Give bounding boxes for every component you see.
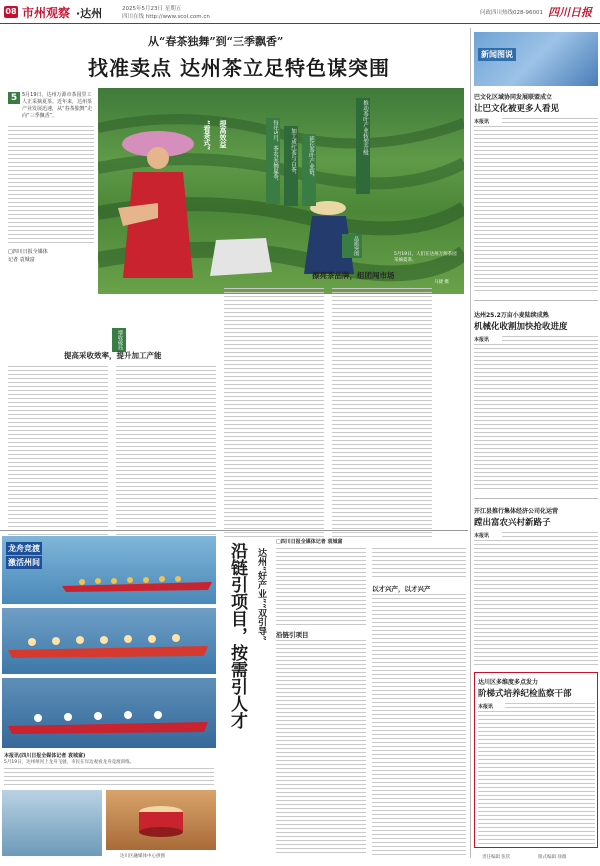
rail-story2-body (502, 336, 598, 342)
section1-title: 提高采收效率，提升加工产能 (64, 351, 162, 360)
right-rail (474, 28, 598, 864)
dragon-boat-rowers-icon (8, 626, 208, 666)
page-number: 08 (5, 7, 17, 16)
dragon-boat-icon (62, 574, 212, 598)
rail-story4-body-2 (478, 711, 595, 845)
rail-story1-title: 让巴文化被更多人看见 (474, 104, 560, 114)
photo-tag-1: “看茶式” (203, 120, 211, 151)
dragon-boat-drum-photo (106, 790, 216, 850)
website-link[interactable]: 四川在线 http://www.scol.com.cn (122, 14, 210, 20)
second-byline: □四川日报全媒体记者 袁城富 (276, 539, 343, 545)
photo-vertical-text-4: 推动茶叶产业转型升级 (356, 98, 370, 194)
dragon-boat-feature (0, 534, 218, 864)
issue-date: 2025年5月23日 星期五 (122, 6, 182, 12)
second-body-col-1 (276, 548, 366, 626)
rail-story1-byline: 本报讯 (474, 119, 490, 125)
second-body-col-2 (372, 548, 466, 580)
dragon-boat-photo-bottom (2, 678, 216, 748)
section-divider (0, 530, 468, 531)
body-column-2 (116, 366, 216, 538)
main-headline: 找准卖点 达州茶立足特色谋突围 (88, 56, 390, 80)
rail-story2-byline: 本报讯 (474, 337, 490, 343)
dragon-boat-photo-top (2, 536, 216, 604)
rail-story3-byline: 本报讯 (474, 533, 490, 539)
dragon-boat-race-icon (8, 700, 208, 740)
masthead (0, 0, 600, 24)
lead-paragraph: 5月19日，达州万源市茶园里工人正采摘夏茶。近年来，达州茶产业发展迅速，从“春茶独舞”走向“三季飘香”。 (22, 92, 93, 119)
lead-byline-name: 记者 袁城富 (8, 257, 35, 263)
section1-tag: 增收破局 (112, 328, 126, 352)
lead-byline-org: □四川日报全媒体 (8, 249, 48, 255)
newspaper-logo: 四川日报 (548, 6, 592, 19)
second-body-col-1b (276, 640, 366, 856)
second-subhead: 达州“好产业”“双引导” (256, 548, 266, 641)
dragon-boat-photo-credit: 达川区融媒体中心供图 (120, 854, 165, 859)
rail-story1-banner: 巴文化区域协同发展联盟成立 (474, 94, 553, 101)
lead-dropcap: 5 (8, 92, 20, 104)
rail-story4-body (505, 703, 595, 709)
dragon-boat-caption-byline: 本报讯(四川日报全媒体记者 袁城富) (4, 753, 86, 759)
rail-story3-body-2 (474, 540, 598, 666)
body-column-4 (332, 288, 432, 538)
photo-vertical-text-1: 每年5月，茶农采摘夏茶， (266, 118, 280, 204)
photo-tag-2: 提高效益 (219, 120, 227, 148)
body-column-1 (8, 366, 108, 538)
footer-layout-editor: 版式编辑 徐薇 (538, 855, 567, 860)
dragon-boat-photo-small (2, 790, 102, 856)
column-divider (470, 28, 471, 858)
rail-divider-1 (474, 300, 598, 301)
dragon-boat-caption-body (4, 768, 214, 786)
rail-story4-box (474, 672, 598, 848)
photo-vertical-text-3: 延长茶叶产业链， (302, 134, 316, 206)
rail-divider-2 (474, 498, 598, 499)
hotline: 问政四川热线028-96001 (480, 10, 543, 16)
rail-section-title: 新闻图说 (478, 48, 516, 61)
photo-caption: 5月19日，人们在达州万源茶园采摘夏茶。 (394, 252, 457, 263)
rail-story3-body (502, 532, 598, 538)
city-suffix: ·达州 (76, 7, 103, 20)
second-body-col-2b (372, 594, 466, 856)
second-subtitle-1: 沿链引项目 (276, 631, 309, 639)
body-column-3 (224, 288, 324, 538)
rail-story2-body-2 (474, 344, 598, 492)
brand-subheading: 擦亮茶品牌，组团闯市场 (312, 271, 395, 280)
rail-story4-byline: 本报讯 (478, 704, 494, 710)
second-story (222, 534, 468, 864)
dragon-boat-caption: 5月19日，达州州河上龙舟飞驰，市民在岸边观看龙舟竞渡训练。 (4, 760, 135, 765)
photo-vertical-text-2: 加工成红茶与白茶， (284, 126, 298, 206)
second-subtitle-2: 以才兴产，以才兴产 (372, 585, 431, 593)
rail-story1-body-2 (474, 126, 598, 294)
dragon-boat-tag-1: 龙舟竞渡 (8, 544, 40, 553)
rail-story2-subtitle: 达州25.2万亩小麦陆续成熟 (474, 312, 549, 319)
rail-story3-title: 蹚出富农兴村新路子 (474, 518, 551, 528)
main-photo (98, 88, 464, 294)
footer-editor: 责任编辑 张钦 (482, 855, 511, 860)
rail-story1-body (502, 118, 598, 124)
main-story (0, 26, 468, 526)
rail-story4-subtitle: 达川区多维度多点发力 (478, 679, 539, 686)
dragon-boat-tag-2: 激活州间 (8, 558, 40, 567)
dragon-boat-photo-middle (2, 608, 216, 674)
section-title: 市州观察 (22, 6, 71, 20)
second-headline: 沿链引项目，按需引人才 (227, 542, 247, 729)
rail-story2-title: 机械化收割加快抢收进度 (474, 322, 568, 332)
rail-photo (474, 32, 598, 86)
lead-text-block (8, 126, 94, 244)
drum-icon (136, 804, 186, 838)
rail-story3-subtitle: 开江县推行集体经济公司化运营 (474, 508, 559, 515)
photo-credit: 马捷 摄 (434, 280, 449, 285)
brand-breakout-label: 品质突围 (342, 234, 362, 258)
rail-story4-title: 阶梯式培养纪检监察干部 (478, 689, 572, 699)
main-kicker: 从“春茶独舞”到“三季飘香” (148, 35, 284, 48)
